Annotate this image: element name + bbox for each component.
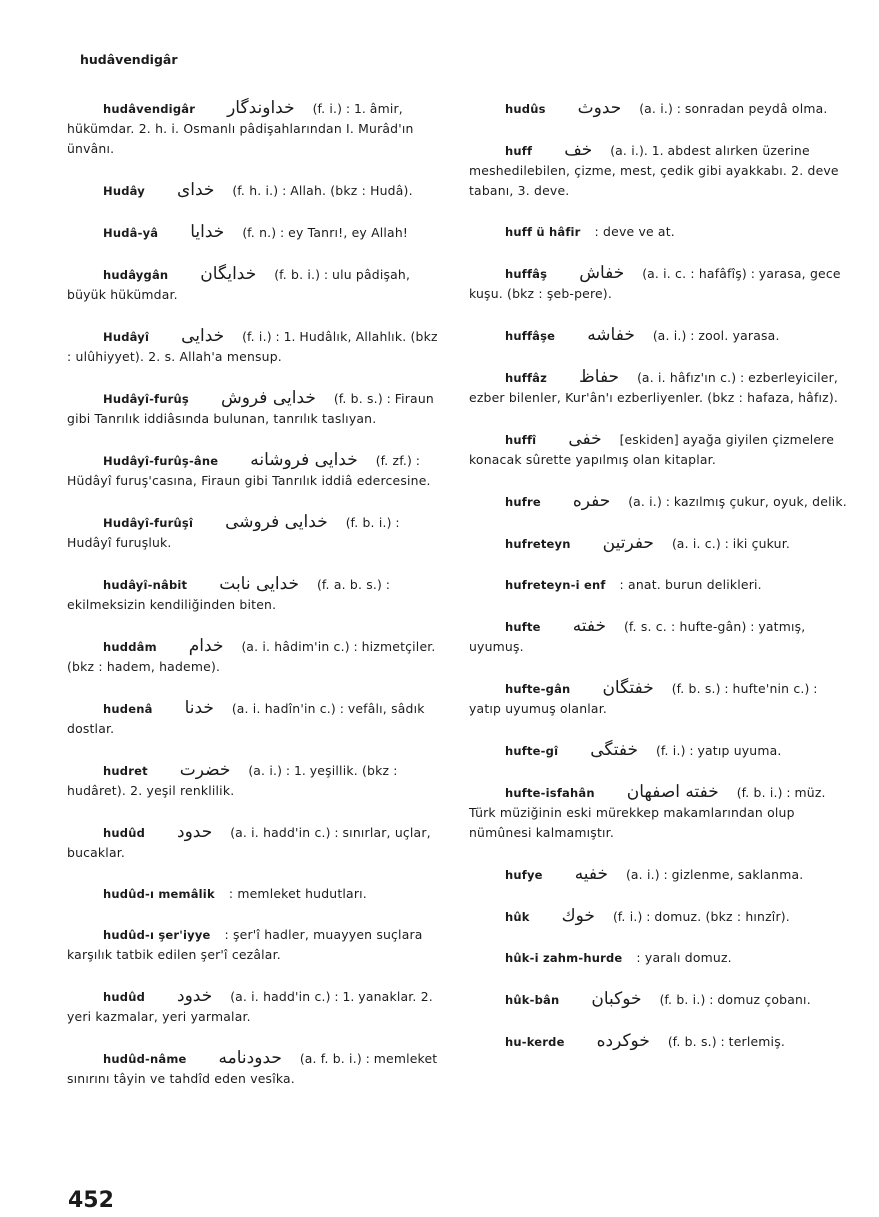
entry-definition: : memleket hudutları.: [228, 886, 367, 901]
dictionary-entry: [469, 367, 847, 408]
entry-headword: hufye: [505, 868, 543, 882]
entry-definition: (a. i.). 1. abdest alırken üzerine meshedilebilen, çizme, mest, çedik gibi ayakkabı. 2. deve tabanı, 3. deve.: [469, 143, 839, 198]
entry-arabic-script: خداوندگار: [227, 98, 295, 118]
entry-definition: (f. b. s.) : terlemiş.: [667, 1034, 785, 1049]
dictionary-entry: [67, 388, 445, 429]
entry-headword: hudâygân: [103, 268, 169, 282]
entry-headword: huddâm: [103, 640, 157, 654]
dictionary-entry: [469, 782, 847, 843]
entry-arabic-script: خدایی نابت: [219, 574, 300, 594]
dictionary-entry: [67, 636, 445, 677]
entry-arabic-script: حفرتین: [602, 533, 654, 553]
entry-definition: : deve ve at.: [594, 224, 675, 239]
entry-definition: (f. b. i.) : müz. Türk müziğinin eski mürekkep makamlarından olup nümûnesi kalmamıştır.: [469, 785, 826, 840]
entry-definition: (f. a. b. s.) : ekilmeksizin kendiliğinden biten.: [67, 577, 390, 612]
entry-headword: Hudâyî-furûş-âne: [103, 454, 219, 468]
dictionary-entry: [67, 222, 445, 243]
entry-headword: hufreteyn-i enf: [505, 578, 606, 592]
entry-headword: hudûd: [103, 990, 146, 1004]
entry-headword: huffâz: [505, 371, 548, 385]
entry-definition: (f. i.) : domuz. (bkz : hınzîr).: [612, 909, 790, 924]
dictionary-entry: [67, 986, 445, 1027]
entry-arabic-script: حدوث: [577, 98, 622, 118]
entry-headword: hufte-isfahân: [505, 786, 595, 800]
dictionary-entry: [67, 925, 445, 965]
entry-arabic-script: حدود: [177, 822, 213, 842]
dictionary-entry: [469, 263, 847, 304]
entry-definition: (a. i.) : gizlenme, saklanma.: [626, 867, 804, 882]
entry-headword: huffî: [505, 433, 537, 447]
dictionary-entry: [469, 948, 847, 968]
entry-arabic-script: خدام: [188, 636, 224, 656]
entry-headword: hûk: [505, 910, 530, 924]
dictionary-entry: [67, 698, 445, 739]
entry-headword: huff ü hâfir: [505, 225, 581, 239]
entry-definition: (a. i. hâfız'ın c.) : ezberleyiciler, ezber bilenler, Kur'ân'ı ezberliyenler. (bkz : hafaza, hâfız).: [469, 370, 839, 405]
running-header: hudâvendigâr: [80, 52, 178, 67]
entry-arabic-script: خفاشه: [587, 325, 635, 345]
entry-arabic-script: خفاش: [579, 263, 625, 283]
entry-headword: hu-kerde: [505, 1035, 565, 1049]
dictionary-entry: [469, 429, 847, 470]
dictionary-entry: [469, 325, 847, 346]
entry-definition: (f. b. s.) : hufte'nin c.) : yatıp uyumuş olanlar.: [469, 681, 818, 716]
dictionary-entry: [469, 140, 847, 201]
entry-definition: (a. i. hadîn'in c.) : vefâlı, sâdık dostlar.: [67, 701, 425, 736]
entry-arabic-script: خدایی فروش: [220, 388, 316, 408]
dictionary-entry: [67, 760, 445, 801]
dictionary-entry: [67, 512, 445, 553]
entry-arabic-script: خوكبان: [591, 989, 642, 1009]
entry-headword: hudenâ: [103, 702, 153, 716]
entry-arabic-script: خفته اصفهان: [626, 782, 719, 802]
entry-arabic-script: خدایی فروشی: [225, 512, 328, 532]
entry-arabic-script: خدایا: [190, 222, 225, 242]
dictionary-entry: [469, 989, 847, 1010]
entry-arabic-script: خضرت: [179, 760, 231, 780]
entry-arabic-script: حدودنامه: [218, 1048, 282, 1068]
entry-arabic-script: خف: [564, 140, 593, 160]
entry-headword: Hudâyî: [103, 330, 150, 344]
entry-definition: (a. i. hadd'in c.) : sınırlar, uçlar, bucaklar.: [67, 825, 431, 860]
dictionary-entry: [67, 1048, 445, 1089]
entry-headword: hûk-i zahm-hurde: [505, 951, 623, 965]
entry-headword: hudûd: [103, 826, 146, 840]
entry-definition: (a. i. hâdim'in c.) : hizmetçiler. (bkz : hadem, hademe).: [67, 639, 436, 674]
entry-definition: (f. n.) : ey Tanrı!, ey Allah!: [242, 225, 409, 240]
entry-headword: Hudâyî-furûş: [103, 392, 189, 406]
entry-arabic-script: خدای: [176, 180, 215, 200]
entry-arabic-script: خفتگی: [590, 740, 639, 760]
entry-definition: : yaralı domuz.: [636, 950, 732, 965]
entry-definition: (a. i. c.) : iki çukur.: [671, 536, 791, 551]
entry-arabic-script: خدود: [177, 986, 213, 1006]
entry-headword: hudâvendigâr: [103, 102, 196, 116]
entry-headword: huffâş: [505, 267, 548, 281]
dictionary-entry: [469, 491, 847, 512]
entry-headword: hufte: [505, 620, 541, 634]
entry-definition: (f. i.) : yatıp uyuma.: [656, 743, 782, 758]
entry-arabic-script: خدنا: [184, 698, 214, 718]
entry-arabic-script: خفتگان: [602, 678, 654, 698]
dictionary-entry: [67, 180, 445, 201]
entry-definition: (a. i. hadd'in c.) : 1. yanaklar. 2. yeri kazmalar, yeri yarmalar.: [67, 989, 433, 1024]
entry-arabic-script: حفره: [572, 491, 611, 511]
entry-headword: hufreteyn: [505, 537, 571, 551]
entry-headword: hufte-gî: [505, 744, 559, 758]
dictionary-entry: [67, 326, 445, 367]
entry-definition: (f. b. i.) : ulu pâdişah, büyük hükümdar.: [67, 267, 411, 302]
entry-definition: (f. b. i.) : Hudâyî furuşluk.: [67, 515, 400, 550]
entry-headword: hudûd-ı memâlik: [103, 887, 215, 901]
entry-arabic-script: خفیه: [574, 864, 609, 884]
entry-definition: (f. s. c. : hufte-gân) : yatmış, uyumuş.: [469, 619, 806, 654]
page-number: 452: [68, 1188, 114, 1213]
dictionary-entry: [469, 222, 847, 242]
entry-headword: hufre: [505, 495, 541, 509]
entry-headword: Hudâ-yâ: [103, 226, 159, 240]
entry-definition: (f. i.) : 1. âmir, hükümdar. 2. h. i. Osmanlı pâdişahlarından I. Murâd'ın ünvânı.: [67, 101, 414, 156]
entry-arabic-script: خوك: [561, 906, 595, 926]
dictionary-entry: [67, 98, 445, 159]
left-column: [67, 98, 445, 1110]
dictionary-entry: [67, 884, 445, 904]
entry-headword: hûk-bân: [505, 993, 560, 1007]
entry-arabic-script: خدایی فروشانه: [250, 450, 358, 470]
dictionary-entry: [67, 264, 445, 305]
dictionary-entry: [469, 616, 847, 657]
entry-arabic-script: خدایگان: [200, 264, 257, 284]
dictionary-entry: [469, 533, 847, 554]
entry-definition: (f. h. i.) : Allah. (bkz : Hudâ).: [232, 183, 413, 198]
right-column: [469, 98, 847, 1073]
entry-headword: Hudây: [103, 184, 145, 198]
entry-definition: [eskiden] ayağa giyilen çizmelere konacak sûrette yapılmış olan kitaplar.: [469, 432, 835, 467]
entry-definition: (a. i.) : sonradan peydâ olma.: [639, 101, 828, 116]
entry-arabic-script: خفی: [568, 429, 602, 449]
dictionary-entry: [469, 98, 847, 119]
entry-headword: hufte-gân: [505, 682, 571, 696]
dictionary-entry: [469, 1031, 847, 1052]
entry-definition: (a. i.) : kazılmış çukur, oyuk, delik.: [628, 494, 847, 509]
entry-definition: (a. f. b. i.) : memleket sınırını tâyin ve tahdîd eden vesîka.: [67, 1051, 438, 1086]
entry-headword: huffâşe: [505, 329, 556, 343]
dictionary-entry: [67, 574, 445, 615]
dictionary-entry: [469, 864, 847, 885]
dictionary-entry: [67, 450, 445, 491]
entry-arabic-script: خفته: [572, 616, 607, 636]
dictionary-entry: [67, 822, 445, 863]
entry-definition: (a. i. c. : hafâfîş) : yarasa, gece kuşu. (bkz : şeb-pere).: [469, 266, 841, 301]
dictionary-entry: [469, 906, 847, 927]
dictionary-entry: [469, 678, 847, 719]
entry-arabic-script: حفاظ: [579, 367, 620, 387]
entry-headword: hudûd-ı şer'iyye: [103, 928, 211, 942]
dictionary-entry: [469, 740, 847, 761]
entry-definition: (f. b. s.) : Firaun gibi Tanrılık iddiâsında bulunan, tanrılık taslıyan.: [67, 391, 434, 426]
entry-headword: hudûs: [505, 102, 546, 116]
entry-headword: huff: [505, 144, 533, 158]
entry-definition: : şer'î hadler, muayyen suçlara karşılık tatbik edilen şer'î cezâlar.: [67, 927, 423, 962]
entry-definition: (f. zf.) : Hüdâyî furuş'casına, Firaun gibi Tanrılık iddiâ edercesine.: [67, 453, 431, 488]
entry-definition: (f. b. i.) : domuz çobanı.: [659, 992, 811, 1007]
entry-headword: hudâyî-nâbit: [103, 578, 188, 592]
entry-headword: hudûd-nâme: [103, 1052, 187, 1066]
entry-arabic-script: خوكرده: [596, 1031, 650, 1051]
entry-definition: (a. i.) : 1. yeşillik. (bkz : hudâret). 2. yeşil renklilik.: [67, 763, 398, 798]
entry-definition: : anat. burun delikleri.: [619, 577, 762, 592]
entry-definition: (f. i.) : 1. Hudâlık, Allahlık. (bkz : ulûhiyyet). 2. s. Allah'a mensup.: [67, 329, 438, 364]
entry-headword: Hudâyî-furûşî: [103, 516, 194, 530]
entry-arabic-script: خدایی: [181, 326, 225, 346]
entry-definition: (a. i.) : zool. yarasa.: [652, 328, 780, 343]
dictionary-entry: [469, 575, 847, 595]
entry-headword: hudret: [103, 764, 148, 778]
